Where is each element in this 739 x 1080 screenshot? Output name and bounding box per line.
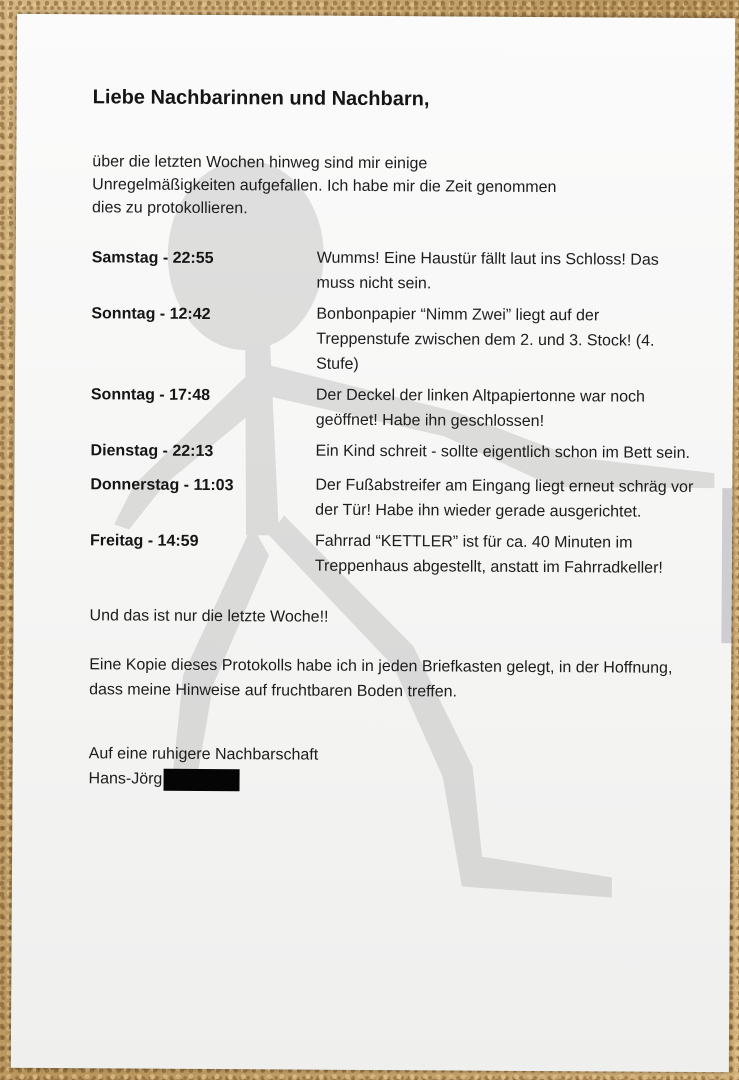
log-entry-time: Sonntag - 17:48	[90, 386, 211, 405]
log-entry-text: Fahrrad “KETTLER” ist für ca. 40 Minuten im Treppenhaus abgestellt, anstatt im Fahrradkeller!	[314, 532, 663, 577]
closing-line: Auf eine ruhigere Nachbarschaft	[88, 745, 319, 764]
tape-strip	[721, 488, 732, 643]
log-entry	[91, 300, 711, 379]
log-entry-text: Der Fußabstreifer am Eingang liegt erneut schräg vor der Tür! Habe ihn wieder gerade ausgerichtet.	[315, 476, 694, 521]
log-entry	[90, 437, 710, 469]
letter-sheet	[11, 14, 735, 1072]
letter-content	[88, 84, 712, 796]
intro-paragraph: über die letzten Wochen hinweg sind mir einige Unregelmäßigkeiten aufgefallen. Ich habe mir die Zeit genommen dies zu protokollieren.	[91, 153, 557, 218]
redaction-bar	[163, 769, 239, 791]
log-entry-text: Bonbonpapier “Nimm Zwei” liegt auf der Treppenstufe zwischen dem 2. und 3. Stock! (4. Stufe)	[316, 305, 655, 373]
copy-note-paragraph: Eine Kopie dieses Protokolls habe ich in jeden Briefkasten gelegt, in der Hoffnung, dass meine Hinweise auf fruchtbaren Boden treffen.	[89, 656, 673, 701]
log-entry	[90, 527, 710, 581]
log-entry-text: Ein Kind schreit - sollte eigentlich schon im Bett sein.	[315, 442, 691, 462]
log-entry-text: Der Deckel der linken Altpapiertonne war noch geöffnet! Habe ihn geschlossen!	[315, 386, 646, 431]
log-entry-time: Sonntag - 12:42	[91, 305, 211, 324]
log-entry-time: Donnerstag - 11:03	[90, 476, 234, 495]
summary-text: Und das ist nur die letzte Woche!!	[89, 607, 329, 626]
log-entry-text: Wumms! Eine Haustür fällt laut ins Schloss! Das muss nicht sein.	[316, 249, 659, 293]
log-entry-time: Dienstag - 22:13	[90, 442, 214, 461]
greeting-heading: Liebe Nachbarinnen und Nachbarn,	[92, 86, 430, 111]
log-entry	[91, 381, 711, 435]
log-entry-time: Samstag - 22:55	[91, 249, 214, 268]
signature-name: Hans-Jörg	[88, 770, 163, 788]
incident-log	[90, 244, 712, 581]
log-entry-time: Freitag - 14:59	[89, 532, 199, 550]
log-entry	[90, 471, 710, 525]
log-entry	[92, 244, 712, 298]
signature	[88, 766, 708, 796]
